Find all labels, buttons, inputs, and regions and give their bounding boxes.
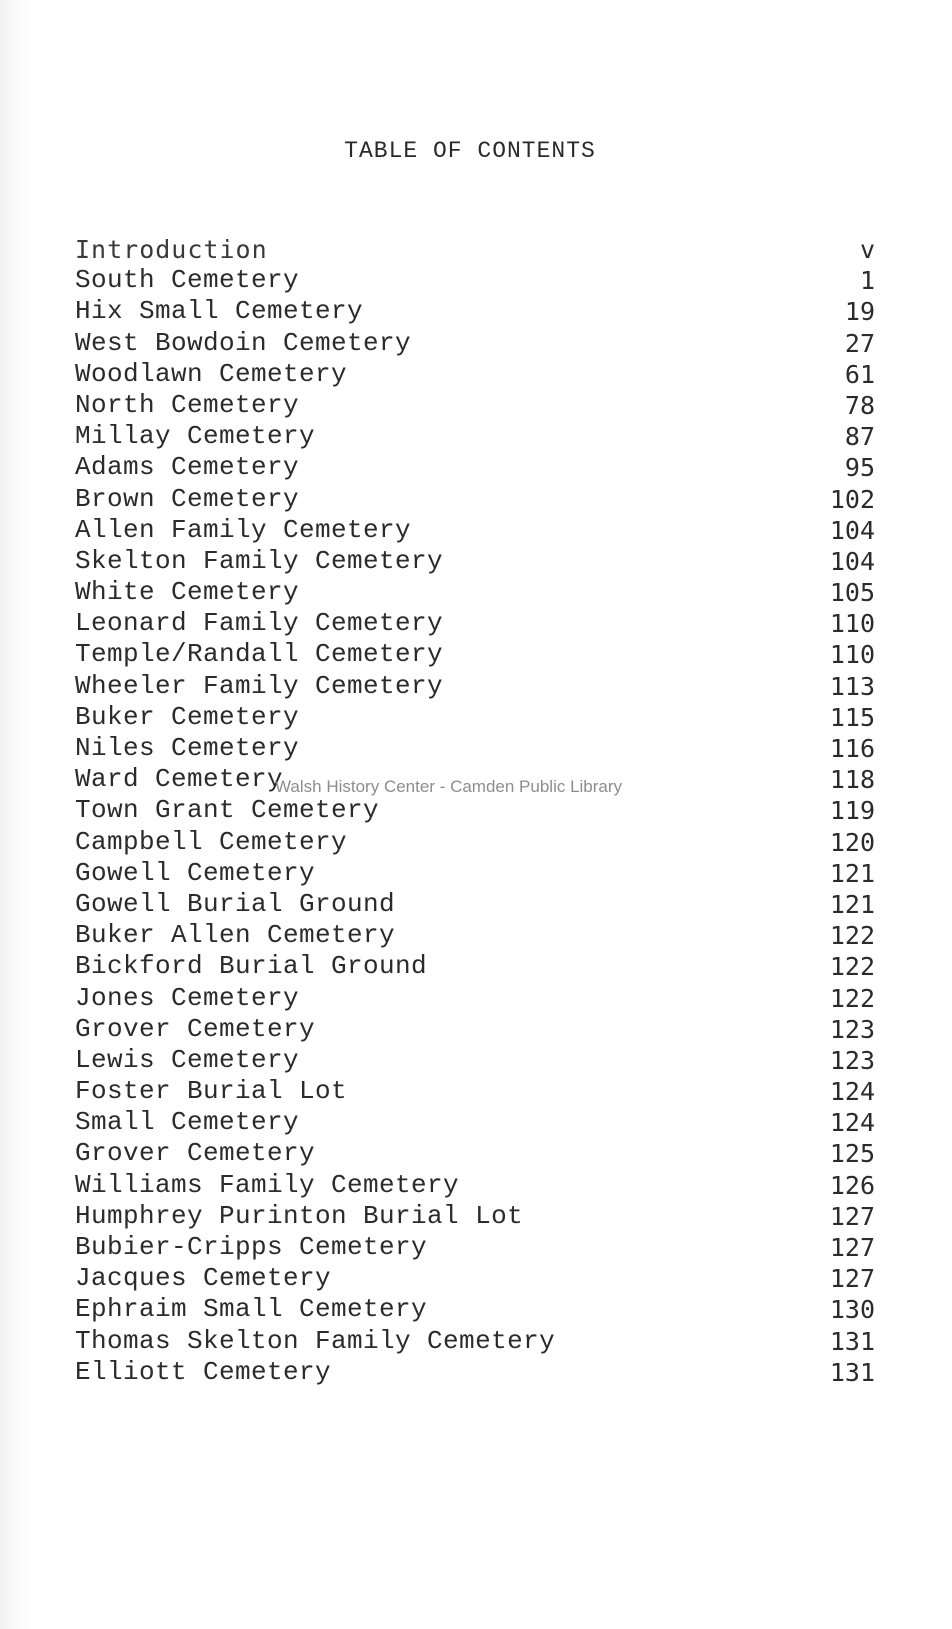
toc-entry-title: Grover Cemetery — [75, 1138, 316, 1169]
toc-entry — [75, 390, 875, 421]
toc-entry-page-number: 123 — [829, 1014, 875, 1044]
toc-entry-page-number: 122 — [829, 983, 875, 1013]
toc-entry — [75, 889, 875, 920]
toc-entry-page-number: 87 — [844, 422, 875, 452]
toc-entry — [75, 234, 875, 265]
toc-entry-page-number: 121 — [829, 858, 875, 888]
toc-entry-title: South Cemetery — [75, 265, 300, 296]
toc-entry-page-number: 115 — [829, 702, 875, 732]
toc-entry-page-number: 78 — [844, 390, 875, 420]
toc-entry — [75, 1357, 875, 1388]
toc-entry-page-number: 120 — [829, 827, 875, 857]
toc-entry — [75, 639, 875, 670]
toc-entry-title: Bubier-Cripps Cemetery — [75, 1232, 428, 1262]
toc-entry-title: Gowell Cemetery — [75, 857, 316, 888]
toc-entry-page-number: 124 — [829, 1108, 875, 1138]
toc-entry — [75, 795, 875, 826]
toc-entry-title: Bickford Burial Ground — [75, 951, 428, 982]
toc-entry-page-number: 19 — [844, 297, 875, 327]
toc-entry-title: Humphrey Purinton Burial Lot — [75, 1200, 524, 1231]
toc-entry-page-number: 127 — [829, 1201, 875, 1231]
toc-entry-page-number: 121 — [829, 889, 875, 919]
toc-entry-page-number: 122 — [829, 921, 875, 951]
toc-entry-page-number: 104 — [829, 515, 875, 545]
toc-entry-title: Jacques Cemetery — [75, 1263, 332, 1294]
toc-entry-page-number: 110 — [829, 609, 875, 639]
toc-entry-title: Foster Burial Lot — [75, 1076, 348, 1107]
toc-entry-title: Thomas Skelton Family Cemetery — [75, 1325, 556, 1356]
toc-entry-title: Wheeler Family Cemetery — [75, 670, 444, 701]
toc-entry — [75, 608, 875, 639]
toc-entry-page-number: 127 — [829, 1264, 875, 1294]
toc-entry-title: Woodlawn Cemetery — [75, 358, 348, 389]
toc-entry-title: Campbell Cemetery — [75, 826, 348, 857]
watermark: Walsh History Center - Camden Public Library — [275, 777, 623, 796]
toc-entry-title: White Cemetery — [75, 577, 300, 608]
toc-entry — [75, 452, 875, 483]
toc-entry-page-number: 1 — [859, 266, 875, 296]
toc-entry-title: Niles Cemetery — [75, 733, 300, 763]
toc-entry-title: Buker Allen Cemetery — [75, 920, 396, 951]
toc-entry — [75, 359, 875, 390]
toc-entry — [75, 1201, 875, 1232]
toc-entry-title: Temple/Randall Cemetery — [75, 639, 444, 670]
toc-entry-page-number: 127 — [829, 1233, 875, 1262]
toc-entry-title: Leonard Family Cemetery — [75, 608, 444, 639]
toc-entry — [75, 827, 875, 858]
toc-entry-title: Gowell Burial Ground — [75, 888, 396, 919]
toc-entry — [75, 546, 875, 577]
toc-entry-title: Buker Cemetery — [75, 701, 300, 732]
toc-entry-page-number: 27 — [844, 328, 875, 358]
toc-entry-page-number: 118 — [829, 765, 875, 795]
toc-entry-title: Brown Cemetery — [75, 483, 300, 514]
toc-entry-title: Hix Small Cemetery — [75, 296, 364, 327]
toc-entry — [75, 1232, 875, 1263]
toc-entry — [75, 858, 875, 889]
toc-entry — [75, 671, 875, 702]
toc-entry-page-number: 61 — [844, 359, 875, 389]
toc-entry-page-number: 130 — [829, 1295, 875, 1325]
toc-entry — [75, 1076, 875, 1107]
toc-entry — [75, 296, 875, 327]
toc-entry-page-number: 131 — [829, 1326, 875, 1356]
toc-entry — [75, 265, 875, 296]
toc-entry — [75, 1326, 875, 1357]
toc-entry-page-number: 119 — [829, 796, 875, 826]
page-title: TABLE OF CONTENTS — [344, 138, 596, 164]
toc-entry-page-number: 105 — [829, 578, 875, 608]
toc-entry-title: North Cemetery — [75, 389, 300, 420]
toc-entry-page-number: 95 — [844, 453, 875, 483]
toc-entry-title: Town Grant Cemetery — [75, 795, 380, 826]
toc-entry-page-number: 113 — [829, 671, 875, 701]
toc-entry-page-number: 102 — [829, 484, 875, 514]
toc-entry-title: Millay Cemetery — [75, 421, 316, 452]
toc-entry-page-number: 126 — [829, 1170, 875, 1200]
toc-entry — [75, 1263, 875, 1294]
toc-entry-page-number: v — [859, 235, 875, 264]
toc-entry-page-number: 116 — [829, 734, 875, 763]
toc-entry-title: Introduction — [75, 235, 268, 264]
toc-entry-title: Allen Family Cemetery — [75, 514, 412, 545]
toc-entry-page-number: 125 — [829, 1139, 875, 1169]
toc-entry — [75, 1045, 875, 1076]
toc-entry — [75, 733, 875, 764]
toc-entry-title: West Bowdoin Cemetery — [75, 327, 412, 358]
toc-entry-title: Ward Cemetery — [75, 764, 284, 795]
toc-entry-title: Ephraim Small Cemetery — [75, 1294, 428, 1325]
toc-entry-page-number: 131 — [829, 1357, 875, 1387]
toc-entry — [75, 1138, 875, 1169]
toc-entry — [75, 515, 875, 546]
toc-entry-title: Skelton Family Cemetery — [75, 545, 444, 576]
toc-entry-title: Adams Cemetery — [75, 452, 300, 483]
toc-entry — [75, 1014, 875, 1045]
toc-entry — [75, 484, 875, 515]
toc-entry-page-number: 123 — [829, 1045, 875, 1075]
toc-entry — [75, 328, 875, 359]
toc-entry-title: Lewis Cemetery — [75, 1044, 300, 1075]
toc-entry — [75, 983, 875, 1014]
toc-entry — [75, 951, 875, 982]
toc-entry-title: Williams Family Cemetery — [75, 1169, 460, 1200]
toc-entry — [75, 702, 875, 733]
toc-entry — [75, 1294, 875, 1325]
toc-entry-page-number: 104 — [829, 546, 875, 576]
toc-entry — [75, 1107, 875, 1138]
toc-entry-title: Jones Cemetery — [75, 982, 300, 1013]
toc-entry-title: Grover Cemetery — [75, 1013, 316, 1044]
toc-entry — [75, 421, 875, 452]
table-of-contents — [75, 234, 875, 1388]
toc-entry-page-number: 122 — [829, 952, 875, 982]
toc-entry-title: Small Cemetery — [75, 1107, 300, 1138]
toc-entry-page-number: 110 — [829, 640, 875, 670]
toc-entry-title: Elliott Cemetery — [75, 1356, 332, 1387]
toc-entry — [75, 1170, 875, 1201]
toc-entry-page-number: 124 — [829, 1077, 875, 1107]
toc-entry — [75, 920, 875, 951]
toc-entry — [75, 577, 875, 608]
